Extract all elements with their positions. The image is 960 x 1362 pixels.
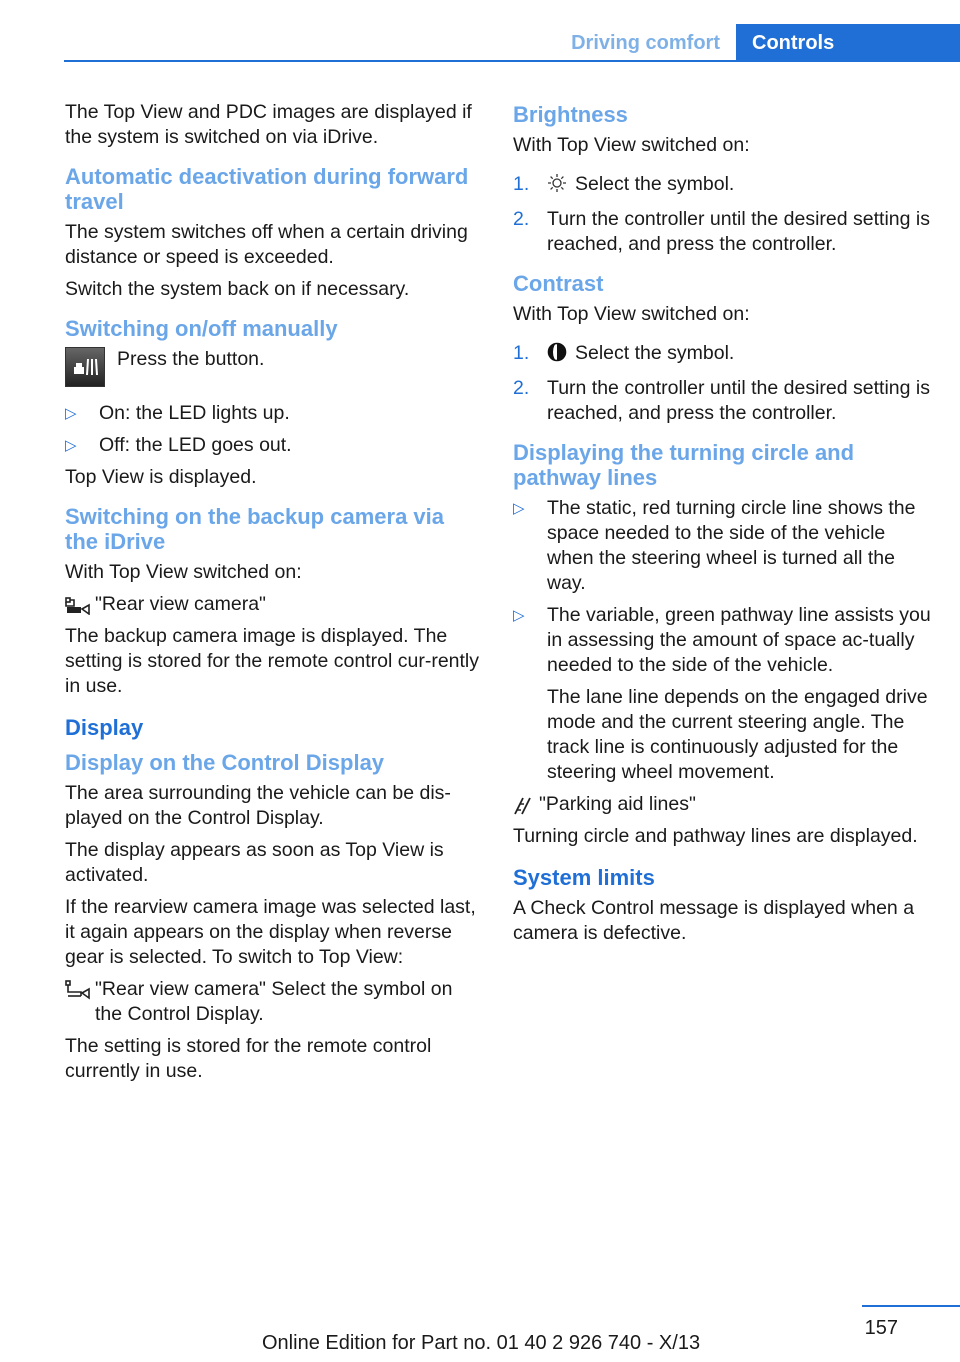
intro-paragraph: The Top View and PDC images are displayed if the system is switched on via iDrive.	[65, 101, 472, 148]
auto-deactivation-heading: Automatic deactivation during forward travel	[65, 164, 469, 214]
page-number: 157	[864, 1317, 898, 1339]
press-button-text: Press the button.	[117, 348, 265, 370]
parking-aid-lines-line	[513, 792, 931, 817]
rear-camera-icon	[65, 592, 95, 617]
header-rule	[64, 60, 960, 62]
brightness-with-top-view-text: With Top View switched on:	[513, 134, 750, 156]
contrast-steps	[513, 341, 931, 426]
parking-aid-lines-label: "Parking aid lines"	[539, 793, 696, 815]
list-item: 1. Select the symbol.	[513, 172, 931, 200]
rear-view-camera-label: "Rear view camera"	[95, 593, 266, 615]
top-view-camera-icon	[65, 977, 95, 1027]
lines-displayed-text: Turning circle and pathway lines are displayed.	[513, 825, 918, 847]
brightness-steps	[513, 172, 931, 257]
triangle-bullet-icon: ▷	[513, 607, 525, 624]
list-item: ▷ The variable, green pathway line assists you in assessing the amount of space ac-tually needed to the side of the vehicle.	[513, 604, 931, 676]
page-header	[0, 24, 960, 62]
rear-view-camera-line	[65, 592, 483, 617]
list-item: 2. Turn the controller until the desired setting is reached, and press the controller.	[513, 208, 930, 255]
manual-switch-heading: Switching on/off manually	[65, 316, 338, 341]
system-limits-heading: System limits	[513, 865, 655, 890]
triangle-bullet-icon: ▷	[65, 405, 77, 422]
control-display-heading: Display on the Control Display	[65, 750, 385, 775]
contrast-with-top-view-text: With Top View switched on:	[513, 303, 750, 325]
switch-top-view-line	[65, 977, 483, 1027]
list-item: 2. Turn the controller until the desired setting is reached, and press the controller.	[513, 377, 930, 424]
list-item: ▷ On: the LED lights up.	[65, 402, 290, 424]
control-display-paragraph-1: The area surrounding the vehicle can be dis-played on the Control Display.	[65, 782, 451, 829]
backup-camera-paragraph: The backup camera image is displayed. The setting is stored for the remote control cur-rently in use.	[65, 625, 480, 697]
auto-deactivation-paragraph: The system switches off when a certain driving distance or speed is exceeded.	[65, 221, 468, 268]
control-display-paragraph-3: If the rearview camera image was selected last, it again appears on the display when reverse gear is selected. To switch to Top View:	[65, 896, 476, 968]
led-status-list	[65, 401, 483, 458]
top-view-displayed-text: Top View is displayed.	[65, 466, 257, 488]
header-tab-controls: Controls	[736, 24, 960, 62]
turning-circle-heading: Displaying the turning circle and pathway lines	[513, 440, 855, 490]
contrast-heading: Contrast	[513, 271, 604, 296]
contrast-icon	[547, 342, 575, 369]
brightness-heading: Brightness	[513, 102, 628, 127]
parking-aid-lines-icon	[513, 792, 539, 817]
switch-back-paragraph: Switch the system back on if necessary.	[65, 278, 410, 300]
triangle-bullet-icon: ▷	[513, 500, 525, 517]
pdc-button-icon	[65, 347, 105, 387]
system-limits-paragraph: A Check Control message is displayed when a camera is defective.	[513, 897, 915, 944]
control-display-paragraph-2: The display appears as soon as Top View is activated.	[65, 839, 444, 886]
right-column	[513, 100, 931, 953]
with-top-view-text: With Top View switched on:	[65, 561, 302, 583]
switch-top-view-text: "Rear view camera" Select the symbol on the Control Display.	[95, 978, 453, 1025]
control-display-paragraph-5: The setting is stored for the remote control currently in use.	[65, 1035, 432, 1082]
left-column	[65, 100, 483, 1091]
list-item: 1. Select the symbol.	[513, 341, 931, 369]
pdc-button-row	[65, 347, 483, 387]
turning-circle-list	[513, 496, 931, 678]
display-heading: Display	[65, 715, 144, 740]
triangle-bullet-icon: ▷	[65, 437, 77, 454]
list-item: ▷ The static, red turning circle line shows the space needed to the side of the vehicle when the steering wheel is turned all the way.	[513, 497, 916, 594]
footer-rule	[862, 1305, 960, 1307]
brightness-sun-icon	[547, 173, 575, 200]
backup-camera-heading: Switching on the backup camera via the iDrive	[65, 504, 444, 554]
edition-footer: Online Edition for Part no. 01 40 2 926 740 - X/13	[262, 1332, 701, 1354]
header-section-label: Driving comfort	[571, 32, 720, 54]
list-item: ▷ Off: the LED goes out.	[65, 434, 292, 456]
lane-line-paragraph: The lane line depends on the engaged drive mode and the current steering angle. The track line is continuously adjusted for the steering wheel movement.	[547, 686, 928, 783]
